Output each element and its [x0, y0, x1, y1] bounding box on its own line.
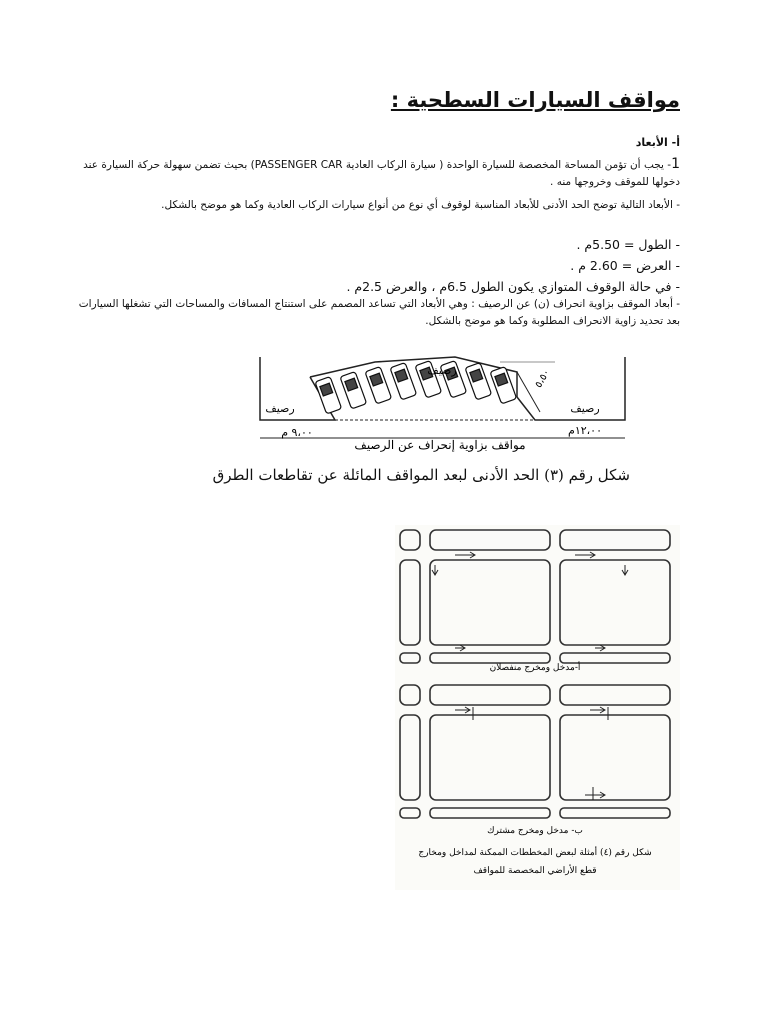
- depth-dimension: ٥،٥٠: [533, 367, 553, 390]
- figure3-caption: شكل رقم (٣) الحد الأدنى لبعد المواقف المائلة عن تقاطعات الطرق: [212, 466, 630, 484]
- figure-entry-exit: [395, 525, 680, 890]
- paragraph-text: - الأبعاد التالية توضح الحد الأدنى للأبعاد المناسبة لوقوف أي نوع من أنواع سيارات الركاب العادية وكما هو موضح بالشكل.: [161, 199, 680, 211]
- paragraph-angle: [70, 296, 680, 330]
- center-label: مواقف بزاوية إنحراف عن الرصيف: [354, 438, 526, 452]
- figure4-caption-line2: قطع الأراضي المخصصة للمواقف: [473, 866, 597, 876]
- paragraph-1: [70, 156, 680, 191]
- left-dimension: ٩،٠٠ م: [281, 426, 313, 439]
- right-dimension: ١٢،٠٠م: [568, 424, 602, 437]
- section-heading: أ- الأبعاد: [635, 136, 680, 149]
- curb-top-label: رصيف: [427, 364, 457, 377]
- page-title: مواقف السيارات السطحية :: [390, 88, 680, 112]
- bullet-parallel: [70, 278, 680, 295]
- label-shared: ب- مدخل ومخرج مشترك: [487, 826, 583, 836]
- bullet-text: - الطول = 5.50م .: [576, 237, 680, 252]
- entry-exit-diagram: [395, 525, 680, 890]
- figure4-caption-line1: شكل رقم (٤) أمثلة لبعض المخططات الممكنة لمداخل ومخارج: [418, 848, 652, 858]
- bullet-text: - العرض = 2.60 م .: [570, 258, 680, 273]
- figure-angled-parking: [255, 352, 630, 457]
- bullet-width: [70, 257, 680, 274]
- paragraph-2: [70, 197, 680, 214]
- paragraph-text: - أبعاد الموقف بزاوية انحراف (ن) عن الرصيف : وهي الأبعاد التي تساعد المصمم على استنتاج المسافات والمساحات التي تشغلها السيارات بعد تحديد زاوية الانحراف المطلوبة وكما هو موضح بالشكل.: [78, 298, 680, 327]
- paragraph-number: 1: [671, 156, 680, 172]
- curb-right-label: رصيف: [570, 402, 600, 415]
- bullet-length: [70, 236, 680, 253]
- angled-parking-diagram: [255, 352, 630, 457]
- curb-left-label: رصيف: [265, 402, 295, 415]
- bullet-text: - في حالة الوقوف المتوازي يكون الطول 6.5م ، والعرض 2.5م .: [346, 279, 680, 294]
- paragraph-text: - يجب أن تؤمن المساحة المخصصة للسيارة الواحدة ( سيارة الركاب العادية PASSENGER CAR) بحيث تضمن سهولة حركة السيارة عند دخولها للموقف وخروجها منه .: [83, 159, 680, 188]
- label-separate: أ-مدخل ومخرج منفصلان: [489, 663, 581, 673]
